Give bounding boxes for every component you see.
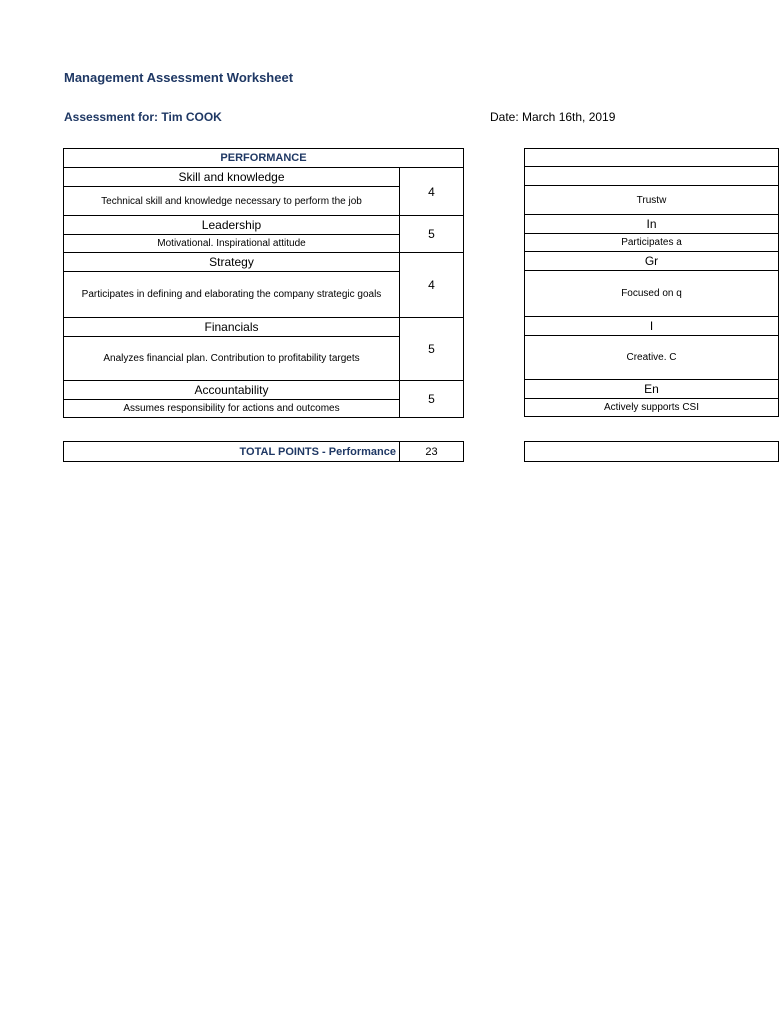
second-category-4: I [525,317,779,336]
second-description-5: Actively supports CSI [525,399,779,417]
second-table [524,148,779,417]
category-accountability: Accountability [64,381,400,400]
total-points-value: 23 [400,442,464,462]
performance-table [63,148,464,418]
second-table-heading [525,149,779,167]
second-description-2: Participates a [525,234,779,252]
assessment-for-label: Assessment for: Tim COOK [64,110,222,124]
performance-heading: PERFORMANCE [64,149,464,168]
second-category-1 [525,167,779,186]
category-strategy: Strategy [64,253,400,272]
page-title: Management Assessment Worksheet [64,70,294,85]
second-category-3: Gr [525,252,779,271]
description-skill-knowledge: Technical skill and knowledge necessary to perform the job [64,187,400,216]
score-strategy: 4 [400,253,464,318]
score-financials: 5 [400,318,464,381]
second-description-4: Creative. C [525,336,779,380]
category-leadership: Leadership [64,216,400,235]
second-category-2: In [525,215,779,234]
second-total-cell [525,442,779,462]
score-leadership: 5 [400,216,464,253]
total-points-label: TOTAL POINTS - Performance [64,442,400,462]
score-skill-knowledge: 4 [400,168,464,216]
score-accountability: 5 [400,381,464,418]
description-strategy: Participates in defining and elaborating the company strategic goals [64,272,400,318]
second-description-3: Focused on q [525,271,779,317]
description-accountability: Assumes responsibility for actions and outcomes [64,400,400,418]
second-table-clip [524,148,700,468]
second-description-1: Trustw [525,186,779,215]
assessment-date: Date: March 16th, 2019 [490,110,616,124]
performance-total-table [63,441,464,462]
second-category-5: En [525,380,779,399]
category-financials: Financials [64,318,400,337]
category-skill-knowledge: Skill and knowledge [64,168,400,187]
second-total-table [524,441,779,462]
description-leadership: Motivational. Inspirational attitude [64,235,400,253]
description-financials: Analyzes financial plan. Contribution to profitability targets [64,337,400,381]
